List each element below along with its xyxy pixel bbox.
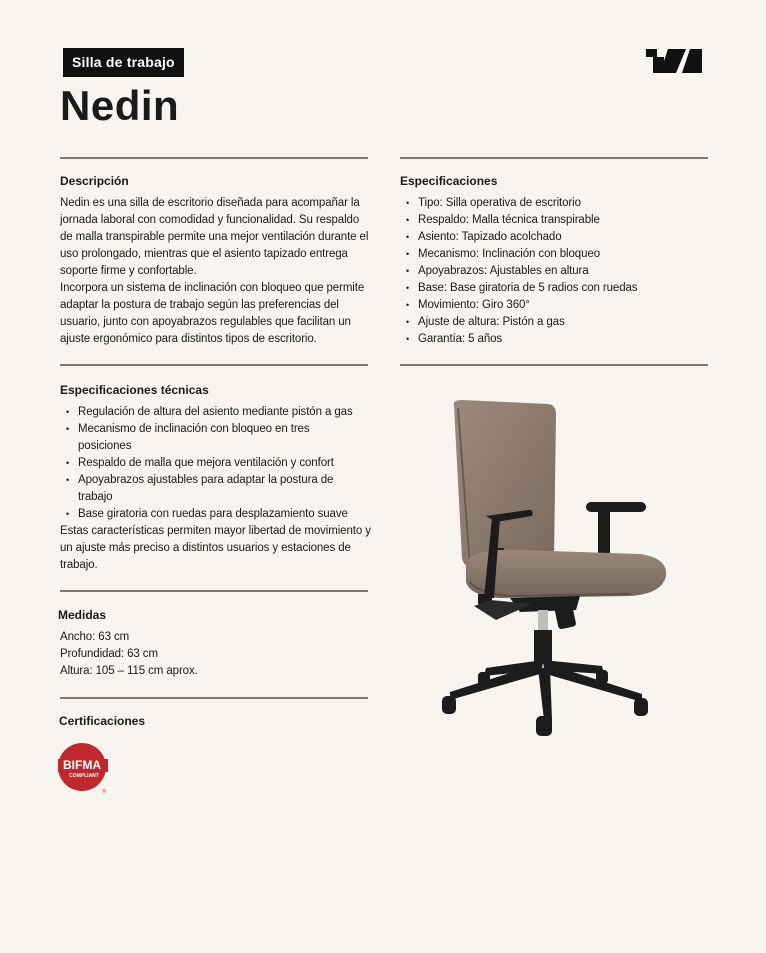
certifications-section (59, 713, 369, 735)
specifications-section (400, 173, 710, 348)
registered-mark: ® (102, 789, 106, 795)
specifications-list (400, 195, 710, 348)
technical-specs-section (60, 382, 372, 574)
technical-spec-item: • Base giratoria con ruedas para desplazamiento suave (60, 506, 372, 523)
divider (400, 364, 708, 366)
technical-specs-list (60, 404, 372, 523)
brand-logo-icon (646, 49, 702, 73)
spec-item: • Tipo: Silla operativa de escritorio (400, 195, 710, 212)
technical-spec-item: • Regulación de altura del asiento mediante pistón a gas (60, 404, 372, 421)
measurement-width: Ancho: 63 cm (60, 631, 130, 643)
spec-item: • Apoyabrazos: Ajustables en altura (400, 263, 710, 280)
product-title: Nedin (60, 82, 180, 129)
divider (60, 364, 368, 366)
description-heading: Descripción (60, 174, 129, 188)
specifications-heading: Especificaciones (400, 174, 498, 188)
bifma-text: BIFMA (63, 758, 101, 772)
measurements-heading: Medidas (58, 608, 107, 622)
bifma-compliant-badge (58, 743, 110, 795)
spec-item: • Base: Base giratoria de 5 radios con ruedas (400, 280, 710, 297)
technical-spec-item: • Mecanismo de inclinación con bloqueo en tres posiciones (60, 421, 372, 455)
divider (400, 157, 708, 159)
divider (60, 697, 368, 699)
divider (60, 157, 368, 159)
measurement-height: Altura: 105 – 115 cm aprox. (60, 665, 198, 677)
spec-item: • Respaldo: Malla técnica transpirable (400, 212, 710, 229)
spec-item: • Mecanismo: Inclinación con bloqueo (400, 246, 710, 263)
spec-item: • Ajuste de altura: Pistón a gas (400, 314, 710, 331)
spec-item: • Movimiento: Giro 360° (400, 297, 710, 314)
measurement-depth: Profundidad: 63 cm (60, 648, 158, 660)
category-tag: Silla de trabajo (63, 48, 184, 77)
divider (60, 590, 368, 592)
description-paragraph: Nedin es una silla de escritorio diseñada para acompañar la jornada laboral con comodidad y funcionalidad. Su respaldo de malla transpirable permite una mejor ventilación durante el uso prolongado, mientras que el asiento tapizado entrega soporte firme y confortable. (60, 197, 369, 277)
spec-item: • Garantía: 5 años (400, 331, 710, 348)
technical-specs-closing: Estas características permiten mayor libertad de movimiento y un ajuste más preciso a distintos usuarios y estaciones de trabajo. (60, 525, 371, 571)
technical-spec-item: • Apoyabrazos ajustables para adaptar la postura de trabajo (60, 472, 372, 506)
measurements-section (58, 607, 368, 680)
bifma-subtext: COMPLIANT (69, 773, 99, 779)
spec-item: • Asiento: Tapizado acolchado (400, 229, 710, 246)
technical-spec-item: • Respaldo de malla que mejora ventilación y confort (60, 455, 372, 472)
certifications-heading: Certificaciones (59, 714, 146, 728)
description-section (60, 173, 372, 348)
description-paragraph: Incorpora un sistema de inclinación con bloqueo que permite adaptar la postura de trabajo según las preferencias del usuario, junto con apoyabrazos regulables que facilitan un ajuste ergonómico para distintos tipos de escritorio. (60, 282, 365, 345)
office-chair-image (430, 398, 680, 740)
technical-specs-heading: Especificaciones técnicas (60, 383, 209, 397)
